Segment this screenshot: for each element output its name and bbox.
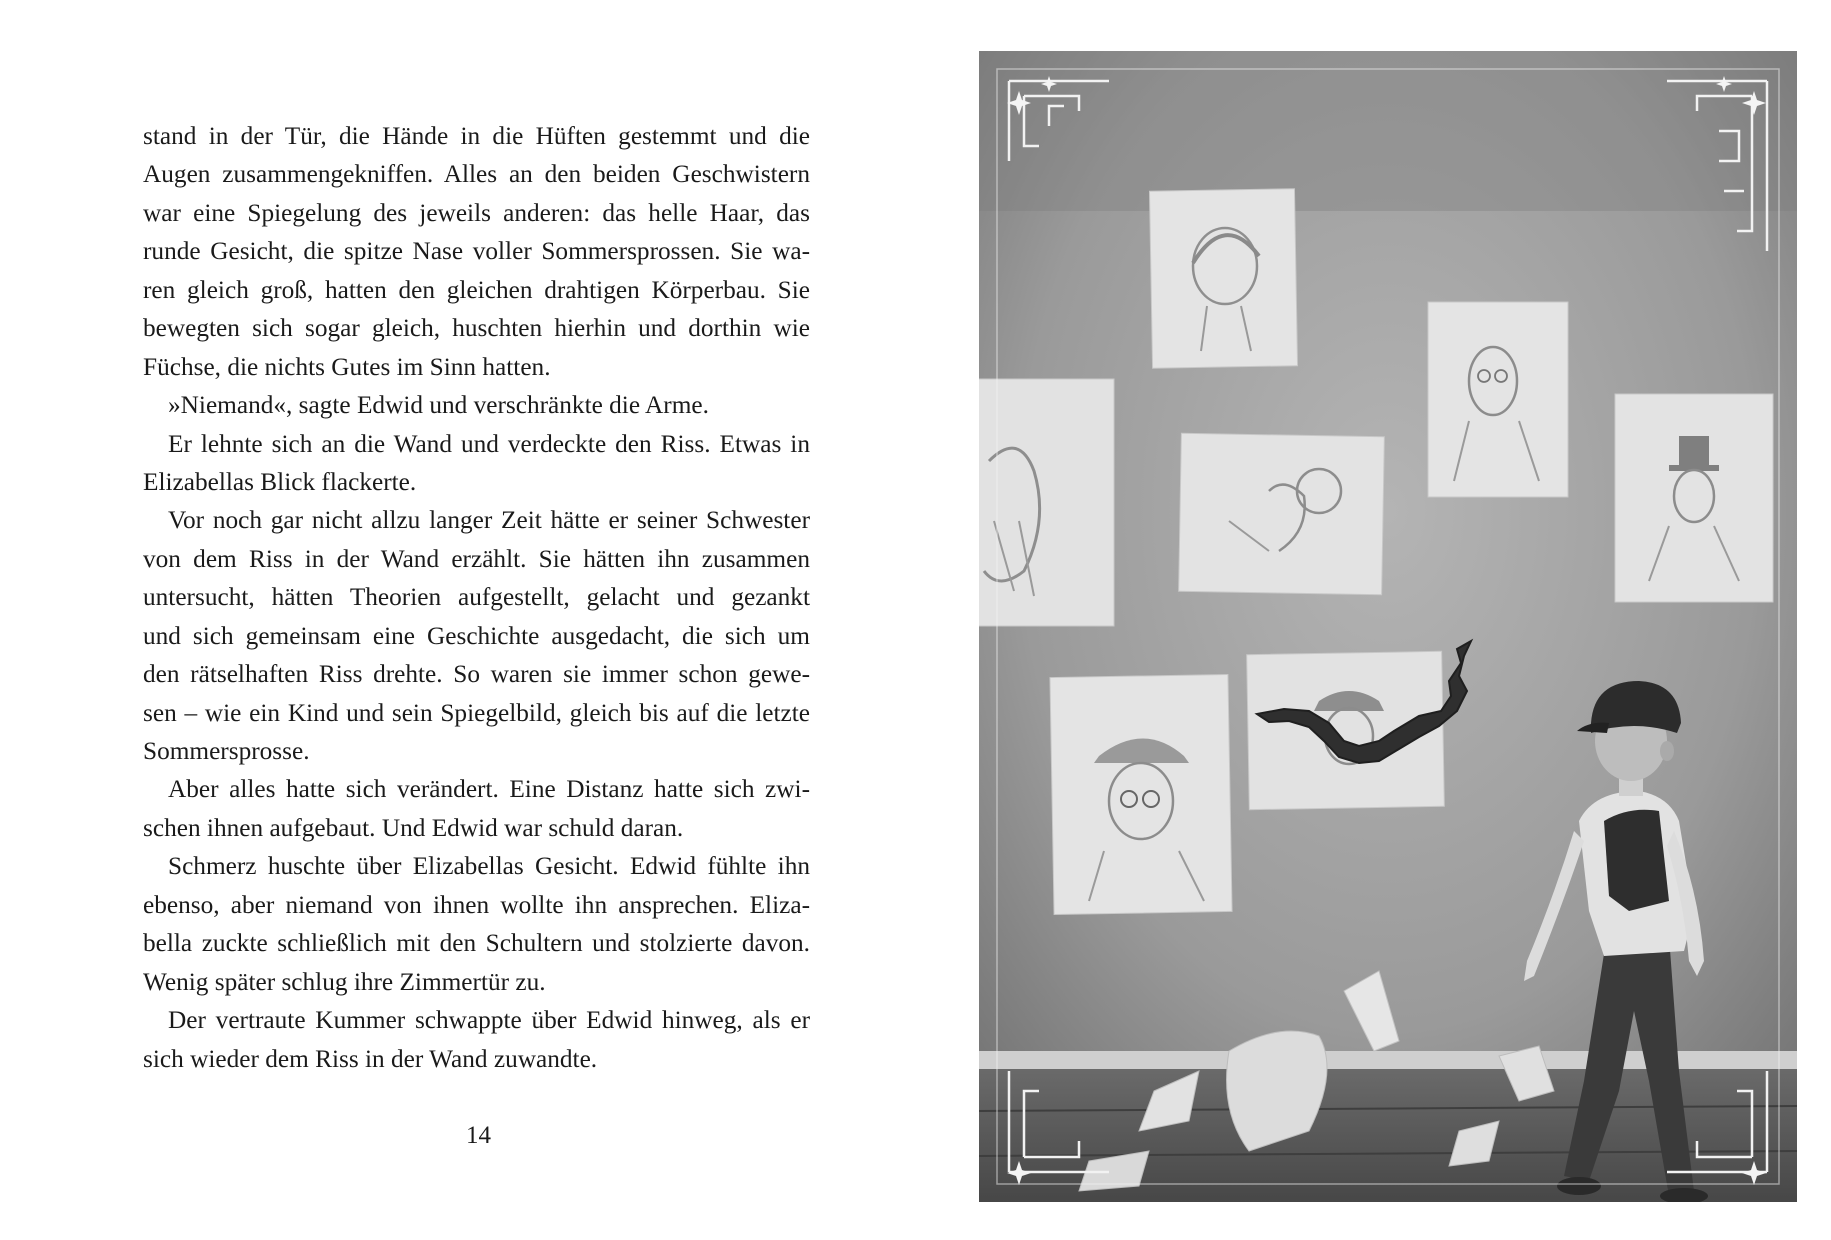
text-line: war eine Spiegelung des jeweils anderen: das helle Haar, das — [143, 198, 810, 227]
text-line: ebenso, aber niemand von ihnen wollte ihn ansprechen. Eliza- — [143, 890, 810, 919]
text-line: Sommersprosse. — [143, 737, 310, 765]
illustration-svg — [979, 51, 1797, 1202]
sketch-cap-man-portrait — [1050, 674, 1232, 914]
text-line: »Niemand«, sagte Edwid und verschränkte die Arme. — [168, 391, 709, 420]
text-line: Füchse, die nichts Gutes im Sinn hatten. — [143, 352, 551, 381]
text-line: Augen zusammengekniffen. Alles an den beiden Geschwistern — [143, 160, 810, 189]
text-line: Vor noch gar nicht allzu langer Zeit hätte er seiner Schwester — [168, 506, 810, 535]
text-line: den rätselhaften Riss drehte. So waren sie immer schon gewe- — [143, 660, 810, 689]
sketch-tophat-man-portrait — [1615, 394, 1773, 602]
sketch-bearded-man-portrait — [979, 379, 1114, 626]
sketch-glasses-man-portrait — [1428, 302, 1568, 497]
text-line: bella zuckte schließlich mit den Schultern und stolzierte davon. — [143, 929, 810, 958]
text-line: untersucht, hätten Theorien aufgestellt, gelacht und gezankt — [143, 583, 810, 612]
wall-shadow — [979, 51, 1797, 211]
sketch-bun-woman-portrait — [1179, 433, 1385, 595]
text-line: Schmerz huschte über Elizabellas Gesicht. Edwid fühlte ihn — [168, 852, 810, 881]
text-line: und sich gemeinsam eine Geschichte ausgedacht, die sich um — [143, 621, 810, 650]
page-number: 14 — [466, 1122, 491, 1149]
text-block — [143, 117, 810, 1078]
text-line: bewegten sich sogar gleich, huschten hierhin und dorthin wie — [143, 314, 810, 343]
text-line: Wenig später schlug ihre Zimmertür zu. — [143, 967, 546, 996]
text-line: Er lehnte sich an die Wand und verdeckte den Riss. Etwas in — [168, 429, 810, 458]
text-line: von dem Riss in der Wand erzählt. Sie hätten ihn zusammen — [143, 544, 810, 573]
text-line: Der vertraute Kummer schwappte über Edwid hinweg, als er — [168, 1006, 810, 1035]
illustration — [979, 51, 1797, 1202]
text-line: Elizabellas Blick flackerte. — [143, 467, 417, 496]
text-line: Aber alles hatte sich verändert. Eine Distanz hatte sich zwi- — [168, 775, 810, 804]
text-line: stand in der Tür, die Hände in die Hüften gestemmt und die — [143, 122, 810, 150]
text-line: runde Gesicht, die spitze Nase voller Sommersprossen. Sie wa- — [143, 237, 810, 266]
text-line: schen ihnen aufgebaut. Und Edwid war schuld daran. — [143, 813, 684, 842]
text-line: sich wieder dem Riss in der Wand zuwandte. — [143, 1044, 598, 1073]
text-page — [0, 0, 915, 1240]
text-line: sen – wie ein Kind und sein Spiegelbild, gleich bis auf die letzte — [143, 698, 810, 727]
text-line: ren gleich groß, hatten den gleichen drahtigen Körperbau. Sie — [143, 275, 810, 304]
sketch-woman-portrait — [1149, 189, 1297, 369]
